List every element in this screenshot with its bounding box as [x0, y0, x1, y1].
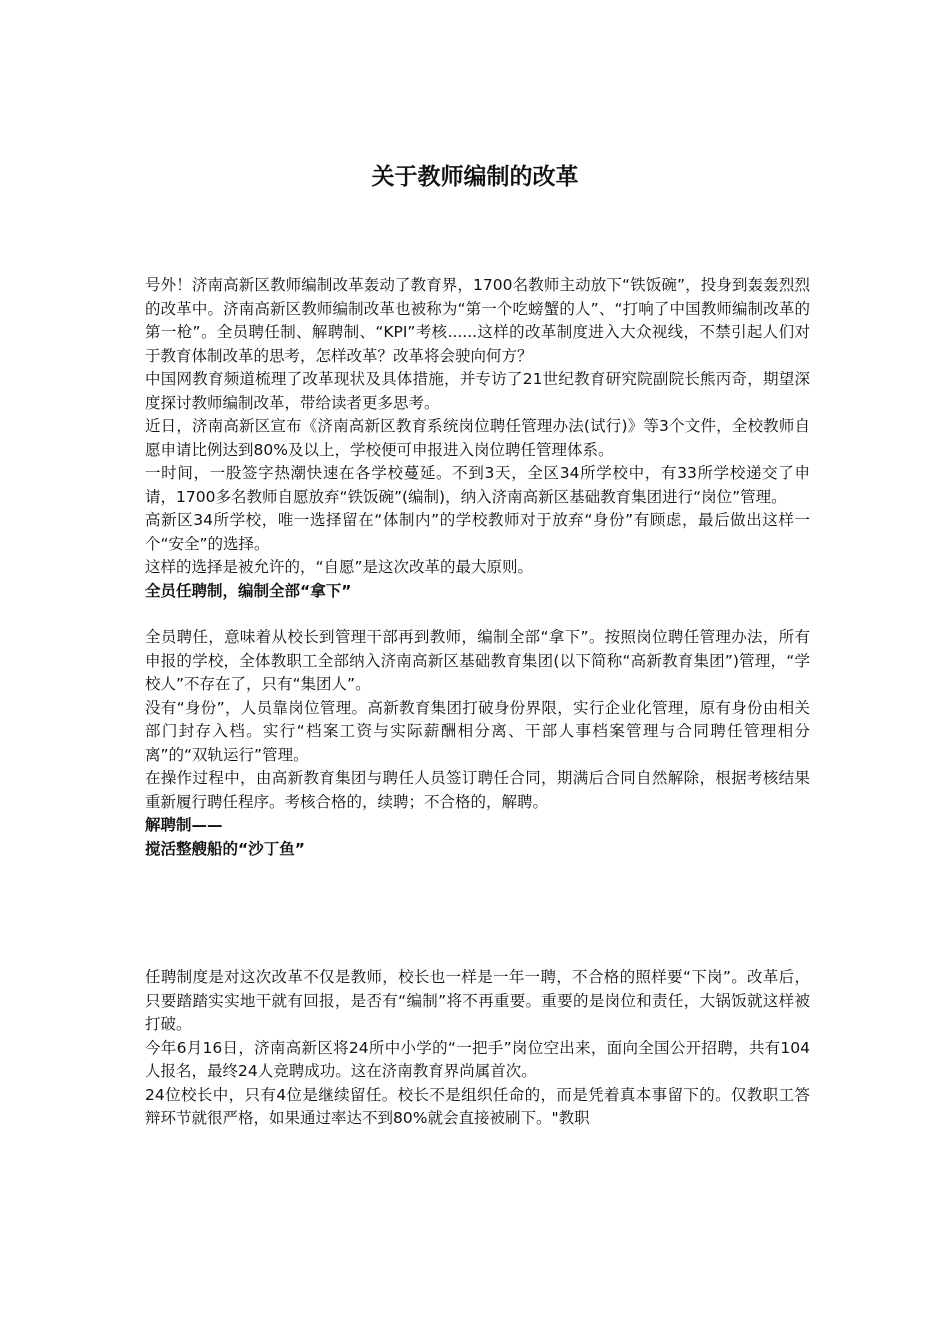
document-body	[145, 274, 810, 1131]
paragraph: 这样的选择是被允许的，“自愿”是这次改革的最大原则。	[145, 558, 534, 576]
paragraph: 今年6月16日，济南高新区将24所中小学的“一把手”岗位空出来，面向全国公开招聘，共有104人报名，最终24人竞聘成功。这在济南教育界尚属首次。	[145, 1038, 810, 1080]
paragraph: 没有“身份”，人员靠岗位管理。高新教育集团打破身份界限，实行企业化管理，原有身份由相关部门封存入档。实行“档案工资与实际薪酬相分离、干部人事档案管理与合同聘任管理相分离”的“双轨运行”管理。	[145, 698, 810, 764]
paragraph: 号外！济南高新区教师编制改革轰动了教育界，1700名教师主动放下“铁饭碗”，投身到轰轰烈烈的改革中。济南高新区教师编制改革也被称为“第一个吃螃蟹的人”、“打响了中国教师编制改革的第一枪”。全员聘任制、解聘制、“KPI”考核......这样的改革制度进入大众视线，不禁引起人们对于教育体制改革的思考，怎样改革？改革将会驶向何方？	[145, 276, 810, 365]
section-heading: 解聘制——	[145, 816, 223, 834]
spacer	[145, 603, 810, 626]
section-heading: 全员任聘制，编制全部“拿下”	[145, 581, 352, 600]
paragraph: 近日，济南高新区宣布《济南高新区教育系统岗位聘任管理办法(试行)》等3个文件，全校教师自愿申请比例达到80%及以上，学校便可申报进入岗位聘任管理体系。	[145, 417, 810, 459]
paragraph: 高新区34所学校，唯一选择留在“体制内”的学校教师对于放弃“身份”有顾虑，最后做出这样一个“安全”的选择。	[145, 511, 810, 553]
paragraph: 全员聘任，意味着从校长到管理干部再到教师，编制全部“拿下”。按照岗位聘任管理办法，所有申报的学校，全体教职工全部纳入济南高新区基础教育集团(以下简称“高新教育集团”)管理，“学校人”不存在了，只有“集团人”。	[145, 628, 810, 693]
paragraph: 任聘制度是对这次改革不仅是教师，校长也一样是一年一聘，不合格的照样要“下岗”。改革后，只要踏踏实实地干就有回报，是否有“编制”将不再重要。重要的是岗位和责任，大锅饭就这样被打破。	[145, 968, 810, 1033]
section-heading: 搅活整艘船的“沙丁鱼”	[145, 839, 305, 858]
paragraph: 一时间，一股签字热潮快速在各学校蔓延。不到3天，全区34所学校中，有33所学校递交了申请，1700多名教师自愿放弃“铁饭碗”(编制)，纳入济南高新区基础教育集团进行“岗位”管理。	[145, 464, 810, 506]
paragraph: 在操作过程中，由高新教育集团与聘任人员签订聘任合同，期满后合同自然解除，根据考核结果重新履行聘任程序。考核合格的，续聘；不合格的，解聘。	[145, 769, 810, 811]
document-title: 关于教师编制的改革	[371, 164, 579, 190]
paragraph: 中国网教育频道梳理了改革现状及具体措施，并专访了21世纪教育研究院副院长熊丙奇，期望深度探讨教师编制改革，带给读者更多思考。	[145, 370, 810, 412]
spacer	[145, 861, 810, 966]
paragraph: 24位校长中，只有4位是继续留任。校长不是组织任命的，而是凭着真本事留下的。仅教职工答辩环节就很严格，如果通过率达不到80%就会直接被刷下。"教职	[145, 1085, 810, 1127]
